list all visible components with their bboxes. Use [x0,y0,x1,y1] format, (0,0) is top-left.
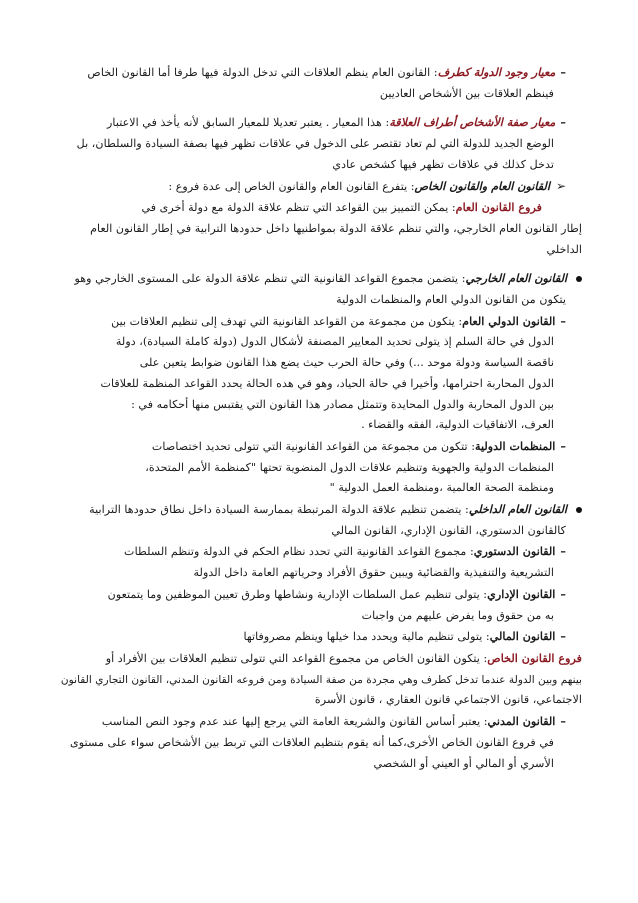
heading-red: فروع القانون الخاص [487,650,582,665]
dash-marker: – [560,438,566,453]
text-line [60,436,582,458]
body-text: : يتولى تنظيم مالية ويحدد مدا خيلها وينظم مصروفاتها [243,630,490,644]
body-text: : تتكون من مجموعة من القواعد القانونية التي تتولى تحديد اختصاصات [151,439,475,453]
bullet-icon [576,507,582,513]
text-line: الأسري أو المالي أو العيني أو الشخصي [373,756,554,770]
text-line: المنظمات الدولية والجهوية وتنظيم علاقات الدول المنضوية تحتها "كمنظمة الأمم المتحدة، [145,460,554,474]
international-public-law [60,311,582,436]
heading-bold: القانون الإداري [487,586,556,601]
text-line: بين الدول المحاربة والدول المحايدة وتتمثل مصادر هذا القانون التي يقتبس منها أحكامه في : [131,397,554,411]
body-text: : يتضمن تنظيم علاقة الدولة المرتبطة بممارسة السيادة داخل نطاق حدودها الترابية [89,503,469,517]
dash-marker: – [560,65,566,79]
text-line [60,176,582,198]
civil-law [60,711,582,774]
text-line: فينظم العلاقات بين الأشخاص العاديين [379,86,554,100]
dash-marker: – [560,115,566,130]
heading-bold: القانون المدني [487,714,556,729]
bullet-icon [576,276,582,282]
heading-bold: القانون المالي [489,629,556,644]
text-line: العرف، الاتفاقيات الدولية، الفقه والقضاء . [361,418,554,432]
text-line: الداخلي [546,242,582,256]
body-text: : يتولى تنظيم عمل السلطات الإدارية ونشاطها وطرق تعيين الموظفين وما يتمتعون [107,587,488,601]
text-line: التشريعية والتنفيذية والقضائية ويبين حقوق الأفراد وحرياتهم العامة داخل الدولة [193,566,554,580]
heading-bold: القانون العام الداخلي [468,502,567,517]
text-line: إطار القانون العام الخارجي، والتي تنظم علاقة الدولة بمواطنيها داخل حدودها الترابية في إطار القانون العام [90,221,582,235]
heading-bold: القانون الدولي العام [462,313,556,328]
text-line [60,499,582,521]
text-line [60,62,582,84]
body-text: : يتكون من مجموعة من القواعد القانونية التي تهدف إلى تنظيم العلاقات بين [111,314,463,328]
heading-red: معيار وجود الدولة كطرف [437,65,556,79]
text-line [60,541,582,563]
text-line: كالقانون الدستوري، القانون الإداري، القانون المالي [331,523,566,537]
body-text: : هذا المعيار . يعتبر تعديلا للمعيار السابق لأنه يأخذ في الاعتبار [107,116,390,130]
body-text: : يتضمن مجموع القواعد القانونية التي تنظم علاقة الدولة على المستوى الخارجي وهو [74,272,466,286]
dash-marker: – [560,586,566,601]
body-text: : يعتبر أساس القانون والشريعة العامة التي يرجع إليها عند عدم وجود النص المناسب [101,715,488,729]
dash-marker: – [560,544,566,559]
body-text: : يتكون القانون الخاص من مجموع القواعد التي تتولى تنظيم العلاقات بين الأفراد أو [105,651,488,665]
internal-public-law [60,499,582,541]
body-text: : القانون العام ينظم العلاقات التي تدخل الدولة فيها طرفا أما القانون الخاص [87,66,438,79]
administrative-law [60,584,582,626]
text-line: الدول في حالة السلم إذ يتولى تحديد المعايير المصنفة لأشكال الدول (دولة كاملة السيادة)، دولة [115,335,554,349]
heading-bold: القانون العام الخارجي [465,271,567,286]
text-line: ومنظمة الصحة العالمية ،ومنظمة العمل الدولية " [329,481,554,495]
text-line [60,112,582,134]
text-line: في فروع القانون الخاص الأخرى،كما أنه يقوم بتنظيم العلاقات التي تربط بين الأشخاص سواء على مستوى [70,735,554,749]
text-line [60,311,582,333]
dash-marker: – [560,714,566,729]
text-line: الوضع الجديد للدولة التي لم تعاد تقتصر على الدخول في علاقات تظهر فيها بصفة السيادة والسلطان، بل [76,137,554,151]
criterion-state-party [60,62,582,104]
public-private-branches [60,176,582,261]
text-line [60,584,582,606]
body-text: : يمكن التمييز بين القواعد التي تنظم علاقة الدولة مع دولة أخرى في [141,201,456,215]
text-line [60,648,582,670]
body-text: : مجموع القواعد القانونية التي تحدد نظام الحكم في الدولة وتنظم السلطات [124,545,474,559]
criterion-persons [60,112,582,175]
text-line: الدول المحاربة احترامها، وأخيرا في حالة الحياد، وهو في هده الحالة يحدد القواعد المنظمة للعلاقات [100,376,554,390]
international-organizations [60,436,582,499]
external-public-law [60,268,582,310]
constitutional-law [60,541,582,583]
arrow-bullet-icon: ➢ [555,178,566,193]
financial-law [60,626,582,648]
text-line [60,197,582,219]
text-line: به من حقوق وما يفرض عليهم من واجبات [361,608,554,622]
text-line: ناقصة السياسة ودولة موحد ...) وفي حالة الحرب حيث يضع هذا القانون ضوابط يتعين على [139,356,554,370]
private-law-branches [60,648,582,711]
heading-bold: المنظمات الدولية [474,438,556,453]
text-line [60,268,582,290]
text-line: يتكون من القانون الدولي العام والمنظمات الدولية [336,293,566,307]
text-line: تدخل كذلك في علاقات تظهر فيها كشخص عادي [332,157,554,171]
heading-bold: القانون الدستوري [473,544,556,559]
heading-red: معيار صفة الأشخاص أطراف العلاقة [389,115,556,130]
body-text: : يتفرع القانون العام والقانون الخاص إلى عدة فروع : [168,179,415,193]
dash-marker: – [560,629,566,644]
heading-red: فروع القانون العام [455,200,542,215]
text-line [60,626,582,648]
text-line: بينهم وبين الدولة عندما تدخل كطرف وهي مجردة من صفة السيادة ومن فروعه القانون المدني، القانون التجاري القانون [60,673,582,686]
dash-marker: – [560,313,566,328]
text-line: الاجتماعي، قانون الاجتماعي قانون العقاري ، قانون الأسرة [314,693,582,707]
heading-bold: القانون العام والقانون الخاص [414,178,550,193]
text-line [60,711,582,733]
